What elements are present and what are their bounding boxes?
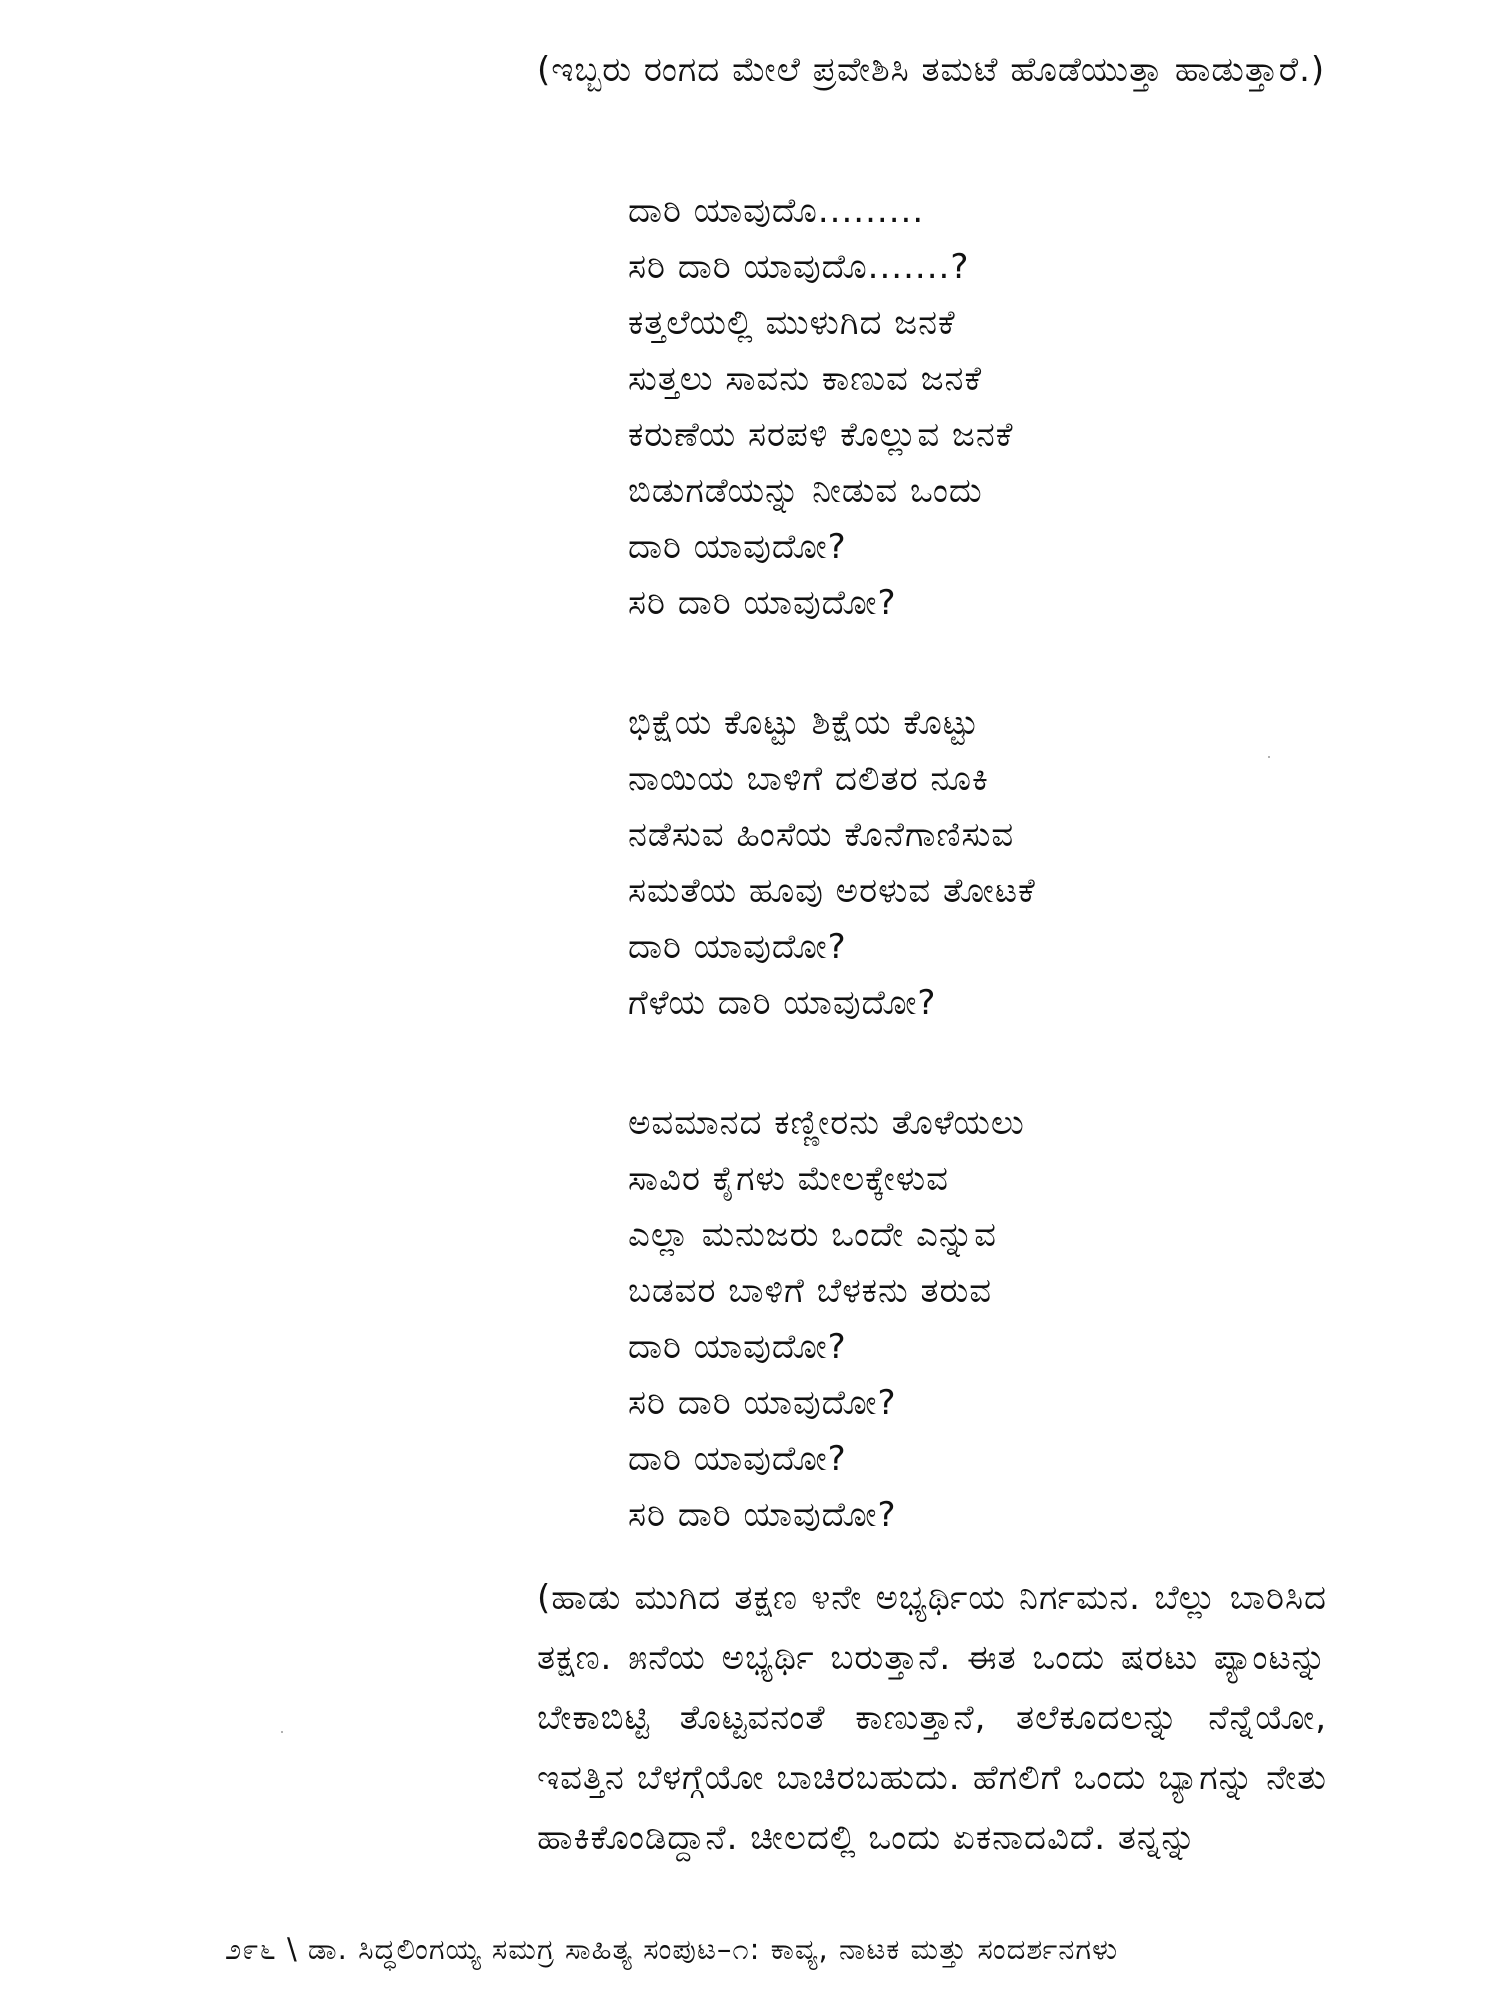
poem-line: ಸಮತೆಯ ಹೂವು ಅರಳುವ ತೋಟಕೆ	[628, 871, 1036, 911]
poem-line: ದಾರಿ ಯಾವುದೋ?	[628, 1327, 847, 1367]
poem-line: ಗೆಳೆಯ ದಾರಿ ಯಾವುದೋ?	[628, 983, 937, 1023]
poem-line: ಭಿಕ್ಷೆಯ ಕೊಟ್ಟು ಶಿಕ್ಷೆಯ ಕೊಟ್ಟು	[628, 703, 980, 743]
poem-line: ಸುತ್ತಲು ಸಾವನು ಕಾಣುವ ಜನಕೆ	[628, 359, 983, 399]
poem-line: ಅವಮಾನದ ಕಣ್ಣೀರನು ತೊಳೆಯಲು	[628, 1103, 1025, 1143]
poem-line: ದಾರಿ ಯಾವುದೋ?	[628, 527, 847, 567]
scan-speck	[1268, 756, 1270, 758]
poem-line: ಕರುಣೆಯ ಸರಪಳಿ ಕೊಲ್ಲುವ ಜನಕೆ	[628, 415, 1014, 455]
poem-stanza-2	[628, 695, 1328, 1031]
poem-line: ನಾಯಿಯ ಬಾಳಿಗೆ ದಲಿತರ ನೂಕಿ	[628, 759, 989, 799]
poem-line: ನಡೆಸುವ ಹಿಂಸೆಯ ಕೊನೆಗಾಣಿಸುವ	[628, 815, 1015, 855]
poem-line: ಸರಿ ದಾರಿ ಯಾವುದೋ?	[628, 1495, 897, 1535]
poem-line: ದಾರಿ ಯಾವುದೋ?	[628, 1439, 847, 1479]
poem-stanza-3	[628, 1095, 1328, 1543]
poem-line: ಸರಿ ದಾರಿ ಯಾವುದೋ?	[628, 583, 897, 623]
poem-line: ಎಲ್ಲಾ ಮನುಜರು ಒಂದೇ ಎನ್ನುವ	[628, 1215, 998, 1255]
poem-line: ಸರಿ ದಾರಿ ಯಾವುದೋ?	[628, 1383, 897, 1423]
stage-direction-top-text: (ಇಬ್ಬರು ರಂಗದ ಮೇಲೆ ಪ್ರವೇಶಿಸಿ ತಮಟೆ ಹೊಡೆಯುತ್ತಾ ಹಾಡುತ್ತಾರೆ.)	[537, 50, 1326, 90]
poem-line: ದಾರಿ ಯಾವುದೊ.........	[628, 191, 925, 231]
stage-direction-bottom-text: (ಹಾಡು ಮುಗಿದ ತಕ್ಷಣ ೪ನೇ ಅಭ್ಯರ್ಥಿಯ ನಿರ್ಗಮನ. ಬೆಲ್ಲು ಬಾರಿಸಿದ ತಕ್ಷಣ. ೫ನೆಯ ಅಭ್ಯರ್ಥಿ ಬರುತ್ತಾನೆ. ಈತ ಒಂದು ಷರಟು ಪ್ಯಾಂಟನ್ನು ಬೇಕಾಬಿಟ್ಟಿ ತೊಟ್ಟವನಂತೆ ಕಾಣುತ್ತಾನೆ, ತಲೆಕೂದಲನ್ನು ನೆನ್ನೆಯೋ, ಇವತ್ತಿನ ಬೆಳಗ್ಗೆಯೋ ಬಾಚಿರಬಹುದು. ಹೆಗಲಿಗೆ ಒಂದು ಬ್ಯಾಗನ್ನು ನೇತು ಹಾಕಿಕೊಂಡಿದ್ದಾನೆ. ಚೀಲದಲ್ಲಿ ಒಂದು ಏಕನಾದವಿದೆ. ತನ್ನನ್ನು	[537, 1578, 1327, 1858]
poem-line: ಸಾವಿರ ಕೈಗಳು ಮೇಲಕ್ಕೇಳುವ	[628, 1159, 949, 1199]
poem-stanza-1	[628, 183, 1328, 631]
poem-line: ಬಿಡುಗಡೆಯನ್ನು ನೀಡುವ ಒಂದು	[628, 471, 983, 511]
scan-speck	[281, 1731, 283, 1733]
poem-line: ಸರಿ ದಾರಿ ಯಾವುದೊ.......?	[628, 247, 970, 287]
page-footer: ೨೯೬ \ ಡಾ. ಸಿದ್ಧಲಿಂಗಯ್ಯ ಸಮಗ್ರ ಸಾಹಿತ್ಯ ಸಂಪುಟ–೧: ಕಾವ್ಯ, ನಾಟಕ ಮತ್ತು ಸಂದರ್ಶನಗಳು	[225, 1932, 1119, 1966]
stage-direction-bottom	[537, 1568, 1327, 1868]
stage-direction-top	[537, 40, 1327, 100]
poem-line: ದಾರಿ ಯಾವುದೋ?	[628, 927, 847, 967]
poem-line: ಕತ್ತಲೆಯಲ್ಲಿ ಮುಳುಗಿದ ಜನಕೆ	[628, 303, 956, 343]
poem-line: ಬಡವರ ಬಾಳಿಗೆ ಬೆಳಕನು ತರುವ	[628, 1271, 993, 1311]
